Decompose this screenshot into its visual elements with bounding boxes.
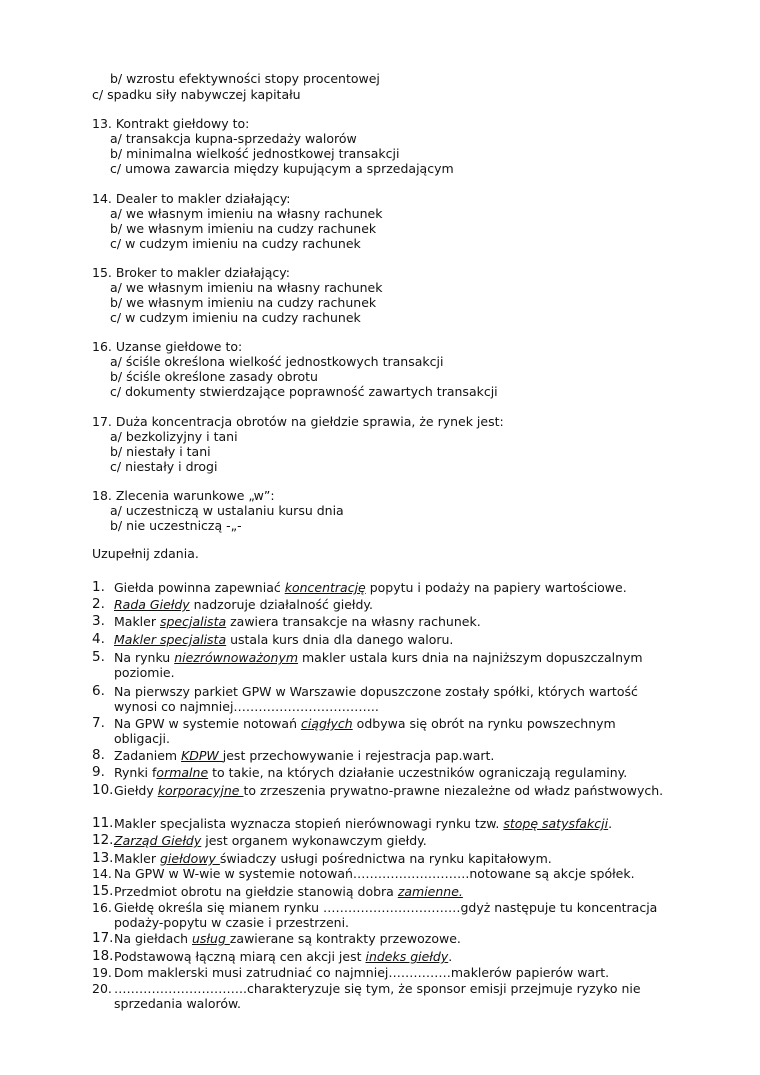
- answer-term: niezrównoważonym: [174, 650, 299, 665]
- sentence-number: 20.: [92, 981, 112, 996]
- answer-term: Zarząd Giełdy: [114, 833, 202, 848]
- answer-term: Rada Giełdy: [114, 597, 190, 612]
- option-marker: c/: [110, 459, 126, 474]
- sentence-text: [114, 783, 674, 798]
- sentence-number: 8.: [92, 747, 105, 763]
- sentence-fragment: .: [448, 949, 453, 964]
- section-heading: Uzupełnij zdania.: [92, 546, 199, 561]
- answer-term: stopę satysfakcji: [503, 816, 609, 831]
- sentence-number: 2.: [92, 596, 105, 612]
- question-title: 14. Dealer to makler działający:: [92, 191, 291, 206]
- sentence-fragment: Na giełdach: [114, 931, 192, 946]
- sentence-fragment: zawierane są kontrakty przewozowe.: [229, 931, 461, 946]
- sentence-number: 4.: [92, 631, 105, 647]
- sentence-fragment: Przedmiot obrotu na giełdzie stanowią dobra: [114, 884, 398, 899]
- sentence-fragment: zawiera transakcje na własny rachunek.: [226, 614, 481, 629]
- sentence-text: [114, 833, 674, 848]
- option-text: we własnym imieniu na własny rachunek: [125, 280, 383, 295]
- option-line: [110, 221, 376, 236]
- option-line: [110, 295, 376, 310]
- option-line: [110, 429, 238, 444]
- option-text: w cudzym imieniu na cudzy rachunek: [125, 236, 361, 251]
- sentence-text: [114, 650, 674, 680]
- sentence-number: 17.: [92, 930, 114, 946]
- sentence-number: 14.: [92, 866, 112, 881]
- answer-term: specjalista: [159, 614, 227, 629]
- sentence-fragment: Makler specjalista wyznacza stopień nierównowagi rynku tzw.: [114, 816, 504, 831]
- sentence-text: [114, 816, 674, 831]
- option-text: we własnym imieniu na własny rachunek: [125, 206, 383, 221]
- sentence-text: [114, 748, 674, 763]
- option-marker: c/: [110, 310, 126, 325]
- option-marker: c/: [110, 236, 126, 251]
- sentence-text: [114, 632, 674, 647]
- option-text: niestały i drogi: [125, 459, 218, 474]
- sentence-fragment: popytu i podaży na papiery wartościowe.: [365, 580, 627, 595]
- sentence-fragment: jest organem wykonawczym giełdy.: [201, 833, 427, 848]
- sentence-number: 1.: [92, 579, 105, 595]
- option-marker: b/: [110, 221, 127, 236]
- question-title: 16. Uzanse giełdowe to:: [92, 339, 243, 354]
- answer-term: indeks giełdy: [365, 949, 449, 964]
- sentence-fragment: nadzoruje działalność giełdy.: [189, 597, 374, 612]
- sentence-number: 13.: [92, 850, 114, 866]
- question-title: 17. Duża koncentracja obrotów na giełdzie sprawia, że rynek jest:: [92, 414, 504, 429]
- sentence-text: [114, 765, 674, 780]
- sentence-fragment: …………………………..charakteryzuje się tym, że sponsor emisji przejmuje ryzyko nie sprzedania walorów.: [114, 981, 641, 1011]
- option-text: nie uczestniczą -„-: [126, 518, 242, 533]
- sentence-number: 12.: [92, 832, 114, 848]
- sentence-fragment: Rynki f: [114, 765, 157, 780]
- option-marker: a/: [110, 354, 126, 369]
- option-marker: b/: [110, 444, 127, 459]
- answer-term: usług: [192, 931, 230, 946]
- sentence-text: [114, 580, 674, 595]
- sentence-fragment: odbywa się obrót na rynku powszechnym obligacji.: [114, 716, 616, 746]
- sentence-fragment: jest przechowywanie i rejestracja pap.wart.: [222, 748, 495, 763]
- option-line: [110, 369, 318, 384]
- option-line: [110, 131, 357, 146]
- sentence-fragment: Giełdy: [114, 783, 158, 798]
- sentence-text: [114, 614, 674, 629]
- option-marker: b/: [110, 369, 127, 384]
- sentence-fragment: Na pierwszy parkiet GPW w Warszawie dopuszczone zostały spółki, których wartość wynosi co najmniej……………………………..: [114, 684, 638, 714]
- sentence-number: 5.: [92, 649, 105, 665]
- sentence-number: 16.: [92, 900, 112, 915]
- question-title: 13. Kontrakt giełdowy to:: [92, 116, 250, 131]
- sentence-text: [114, 965, 674, 980]
- sentence-fragment: Na GPW w systemie notowań: [114, 716, 301, 731]
- option-line: [110, 503, 344, 518]
- sentence-text: [114, 931, 674, 946]
- sentence-fragment: Dom maklerski musi zatrudniać co najmniej……………maklerów papierów wart.: [114, 965, 610, 980]
- option-line: [110, 280, 382, 295]
- sentence-fragment: makler ustala kurs dnia na najniższym dopuszczalnym poziomie.: [114, 650, 643, 680]
- sentence-number: 18.: [92, 948, 114, 964]
- option-line: [110, 71, 380, 86]
- option-marker: b/: [110, 518, 127, 533]
- option-marker: b/: [110, 295, 127, 310]
- sentence-fragment: to zrzeszenia prywatno-prawne niezależne od władz państwowych.: [243, 783, 664, 798]
- option-text: spadku siły nabywczej kapitału: [107, 87, 301, 102]
- answer-term: zamienne.: [397, 884, 463, 899]
- sentence-text: [114, 851, 674, 866]
- sentence-fragment: świadczy usługi pośrednictwa na rynku kapitałowym.: [219, 851, 552, 866]
- sentence-text: [114, 866, 674, 881]
- sentence-fragment: Zadaniem: [114, 748, 182, 763]
- option-line: [110, 444, 211, 459]
- option-marker: a/: [110, 280, 126, 295]
- answer-term: ormalne: [156, 765, 209, 780]
- sentence-fragment: Makler: [114, 614, 160, 629]
- sentence-number: 3.: [92, 613, 105, 629]
- sentence-text: [114, 716, 674, 746]
- option-text: minimalna wielkość jednostkowej transakcji: [126, 146, 400, 161]
- sentence-fragment: Na rynku: [114, 650, 175, 665]
- sentence-text: [114, 981, 674, 1011]
- option-text: dokumenty stwierdzające poprawność zawartych transakcji: [125, 384, 498, 399]
- sentence-number: 7.: [92, 715, 105, 731]
- sentence-fragment: Na GPW w W-wie w systemie notowań……………………….notowane są akcje spółek.: [114, 866, 635, 881]
- option-text: ściśle określona wielkość jednostkowych transakcji: [125, 354, 444, 369]
- option-line: [110, 354, 443, 369]
- option-marker: a/: [110, 131, 126, 146]
- option-line: [110, 161, 454, 176]
- option-line: [110, 518, 242, 533]
- option-line: [110, 236, 361, 251]
- option-line: [110, 384, 498, 399]
- option-marker: b/: [110, 71, 127, 86]
- option-line: [110, 146, 399, 161]
- sentence-number: 9.: [92, 764, 105, 780]
- sentence-text: [114, 597, 674, 612]
- option-text: transakcja kupna-sprzedaży walorów: [125, 131, 357, 146]
- sentence-fragment: to takie, na których działanie uczestników ograniczają regulaminy.: [208, 765, 628, 780]
- option-text: we własnym imieniu na cudzy rachunek: [126, 295, 377, 310]
- option-line: [110, 459, 217, 474]
- option-text: uczestniczą w ustalaniu kursu dnia: [125, 503, 344, 518]
- sentence-fragment: Podstawową łączną miarą cen akcji jest: [114, 949, 366, 964]
- option-text: bezkolizyjny i tani: [125, 429, 238, 444]
- sentence-number: 15.: [92, 883, 114, 899]
- option-text: umowa zawarcia między kupującym a sprzedającym: [125, 161, 454, 176]
- answer-term: ciągłych: [300, 716, 353, 731]
- option-text: wzrostu efektywności stopy procentowej: [126, 71, 380, 86]
- option-marker: a/: [110, 429, 126, 444]
- sentence-number: 6.: [92, 683, 105, 699]
- option-marker: a/: [110, 206, 126, 221]
- question-title: 15. Broker to makler działający:: [92, 265, 290, 280]
- option-text: w cudzym imieniu na cudzy rachunek: [125, 310, 361, 325]
- sentence-number: 10.: [92, 782, 114, 798]
- option-marker: a/: [110, 503, 126, 518]
- answer-term: giełdowy: [159, 851, 220, 866]
- sentence-fragment: Makler: [114, 851, 160, 866]
- option-marker: c/: [110, 161, 126, 176]
- answer-term: korporacyjne: [157, 783, 244, 798]
- sentence-text: [114, 949, 674, 964]
- answer-term: Makler specjalista: [114, 632, 227, 647]
- option-text: we własnym imieniu na cudzy rachunek: [126, 221, 377, 236]
- sentence-number: 19.: [92, 965, 112, 980]
- option-line: [110, 310, 361, 325]
- option-line: [110, 206, 382, 221]
- sentence-fragment: ustala kurs dnia dla danego waloru.: [226, 632, 454, 647]
- sentence-number: 11.: [92, 815, 114, 831]
- sentence-fragment: Giełdę określa się mianem rynku ……………………………gdyż następuje tu koncentracja podaży-popytu w czasie i przestrzeni.: [114, 900, 658, 930]
- sentence-fragment: .: [608, 816, 613, 831]
- option-text: niestały i tani: [126, 444, 211, 459]
- sentence-text: [114, 684, 674, 714]
- sentence-text: [114, 900, 674, 930]
- question-title: 18. Zlecenia warunkowe „w”:: [92, 488, 275, 503]
- option-line: [92, 87, 301, 102]
- answer-term: koncentrację: [284, 580, 366, 595]
- option-marker: c/: [92, 87, 108, 102]
- answer-term: KDPW: [181, 748, 223, 763]
- sentence-fragment: Giełda powinna zapewniać: [114, 580, 285, 595]
- option-marker: c/: [110, 384, 126, 399]
- option-marker: b/: [110, 146, 127, 161]
- option-text: ściśle określone zasady obrotu: [126, 369, 318, 384]
- sentence-text: [114, 884, 674, 899]
